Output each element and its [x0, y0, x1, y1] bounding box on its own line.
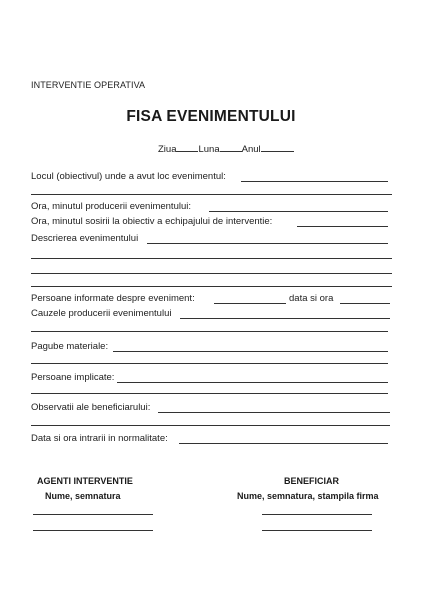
beneficiary-notes-label: Observatii ale beneficiarului:: [31, 402, 151, 413]
day-label: Ziua: [158, 144, 177, 155]
material-damage-line-1[interactable]: [113, 351, 388, 352]
form-category: INTERVENTIE OPERATIVA: [31, 80, 146, 90]
beneficiary-subheading: Nume, semnatura, stampila firma: [237, 491, 379, 501]
persons-involved-line-1[interactable]: [117, 382, 388, 383]
location-label: Locul (obiectivul) unde a avut loc evenimentul:: [31, 171, 226, 182]
agents-signature-line-1[interactable]: [33, 514, 153, 515]
date-row: [158, 142, 294, 155]
material-damage-line-2[interactable]: [31, 363, 388, 364]
day-blank[interactable]: [176, 142, 198, 152]
causes-label: Cauzele producerii evenimentului: [31, 308, 172, 319]
year-label: Anul: [241, 144, 261, 155]
persons-involved-line-2[interactable]: [31, 393, 388, 394]
causes-line-1[interactable]: [180, 318, 390, 319]
beneficiary-signature-line-1[interactable]: [262, 514, 372, 515]
form-title: FISA EVENIMENTULUI: [126, 108, 296, 125]
description-line-1[interactable]: [147, 243, 388, 244]
causes-line-2[interactable]: [31, 331, 388, 332]
year-blank[interactable]: [261, 142, 294, 152]
event-time-label: Ora, minutul producerii evenimentului:: [31, 201, 191, 212]
beneficiary-signature-line-2[interactable]: [262, 530, 372, 531]
description-line-3[interactable]: [31, 273, 392, 274]
persons-involved-label: Persoane implicate:: [31, 372, 115, 383]
description-line-4[interactable]: [31, 286, 392, 287]
date-time-label: data si ora: [289, 293, 334, 304]
arrival-time-label: Ora, minutul sosirii la obiectiv a echipajului de interventie:: [31, 216, 273, 227]
agents-heading: AGENTI INTERVENTIE: [37, 476, 133, 486]
description-label: Descrierea evenimentului: [31, 233, 139, 244]
informed-persons-line[interactable]: [214, 303, 286, 304]
agents-signature-line-2[interactable]: [33, 530, 153, 531]
arrival-time-line[interactable]: [297, 226, 388, 227]
material-damage-label: Pagube materiale:: [31, 341, 109, 352]
normal-return-label: Data si ora intrarii in normalitate:: [31, 433, 168, 444]
informed-persons-label: Persoane informate despre eveniment:: [31, 293, 195, 304]
month-blank[interactable]: [220, 142, 242, 152]
location-line[interactable]: [241, 181, 388, 182]
event-time-line[interactable]: [209, 211, 388, 212]
date-time-line[interactable]: [340, 303, 390, 304]
month-label: Luna: [198, 144, 220, 155]
beneficiary-heading: BENEFICIAR: [284, 476, 340, 486]
location-line-2[interactable]: [31, 194, 392, 195]
beneficiary-notes-line-1[interactable]: [158, 412, 390, 413]
beneficiary-notes-line-2[interactable]: [31, 425, 390, 426]
normal-return-line[interactable]: [179, 443, 388, 444]
description-line-2[interactable]: [31, 258, 392, 259]
agents-subheading: Nume, semnatura: [45, 491, 121, 501]
